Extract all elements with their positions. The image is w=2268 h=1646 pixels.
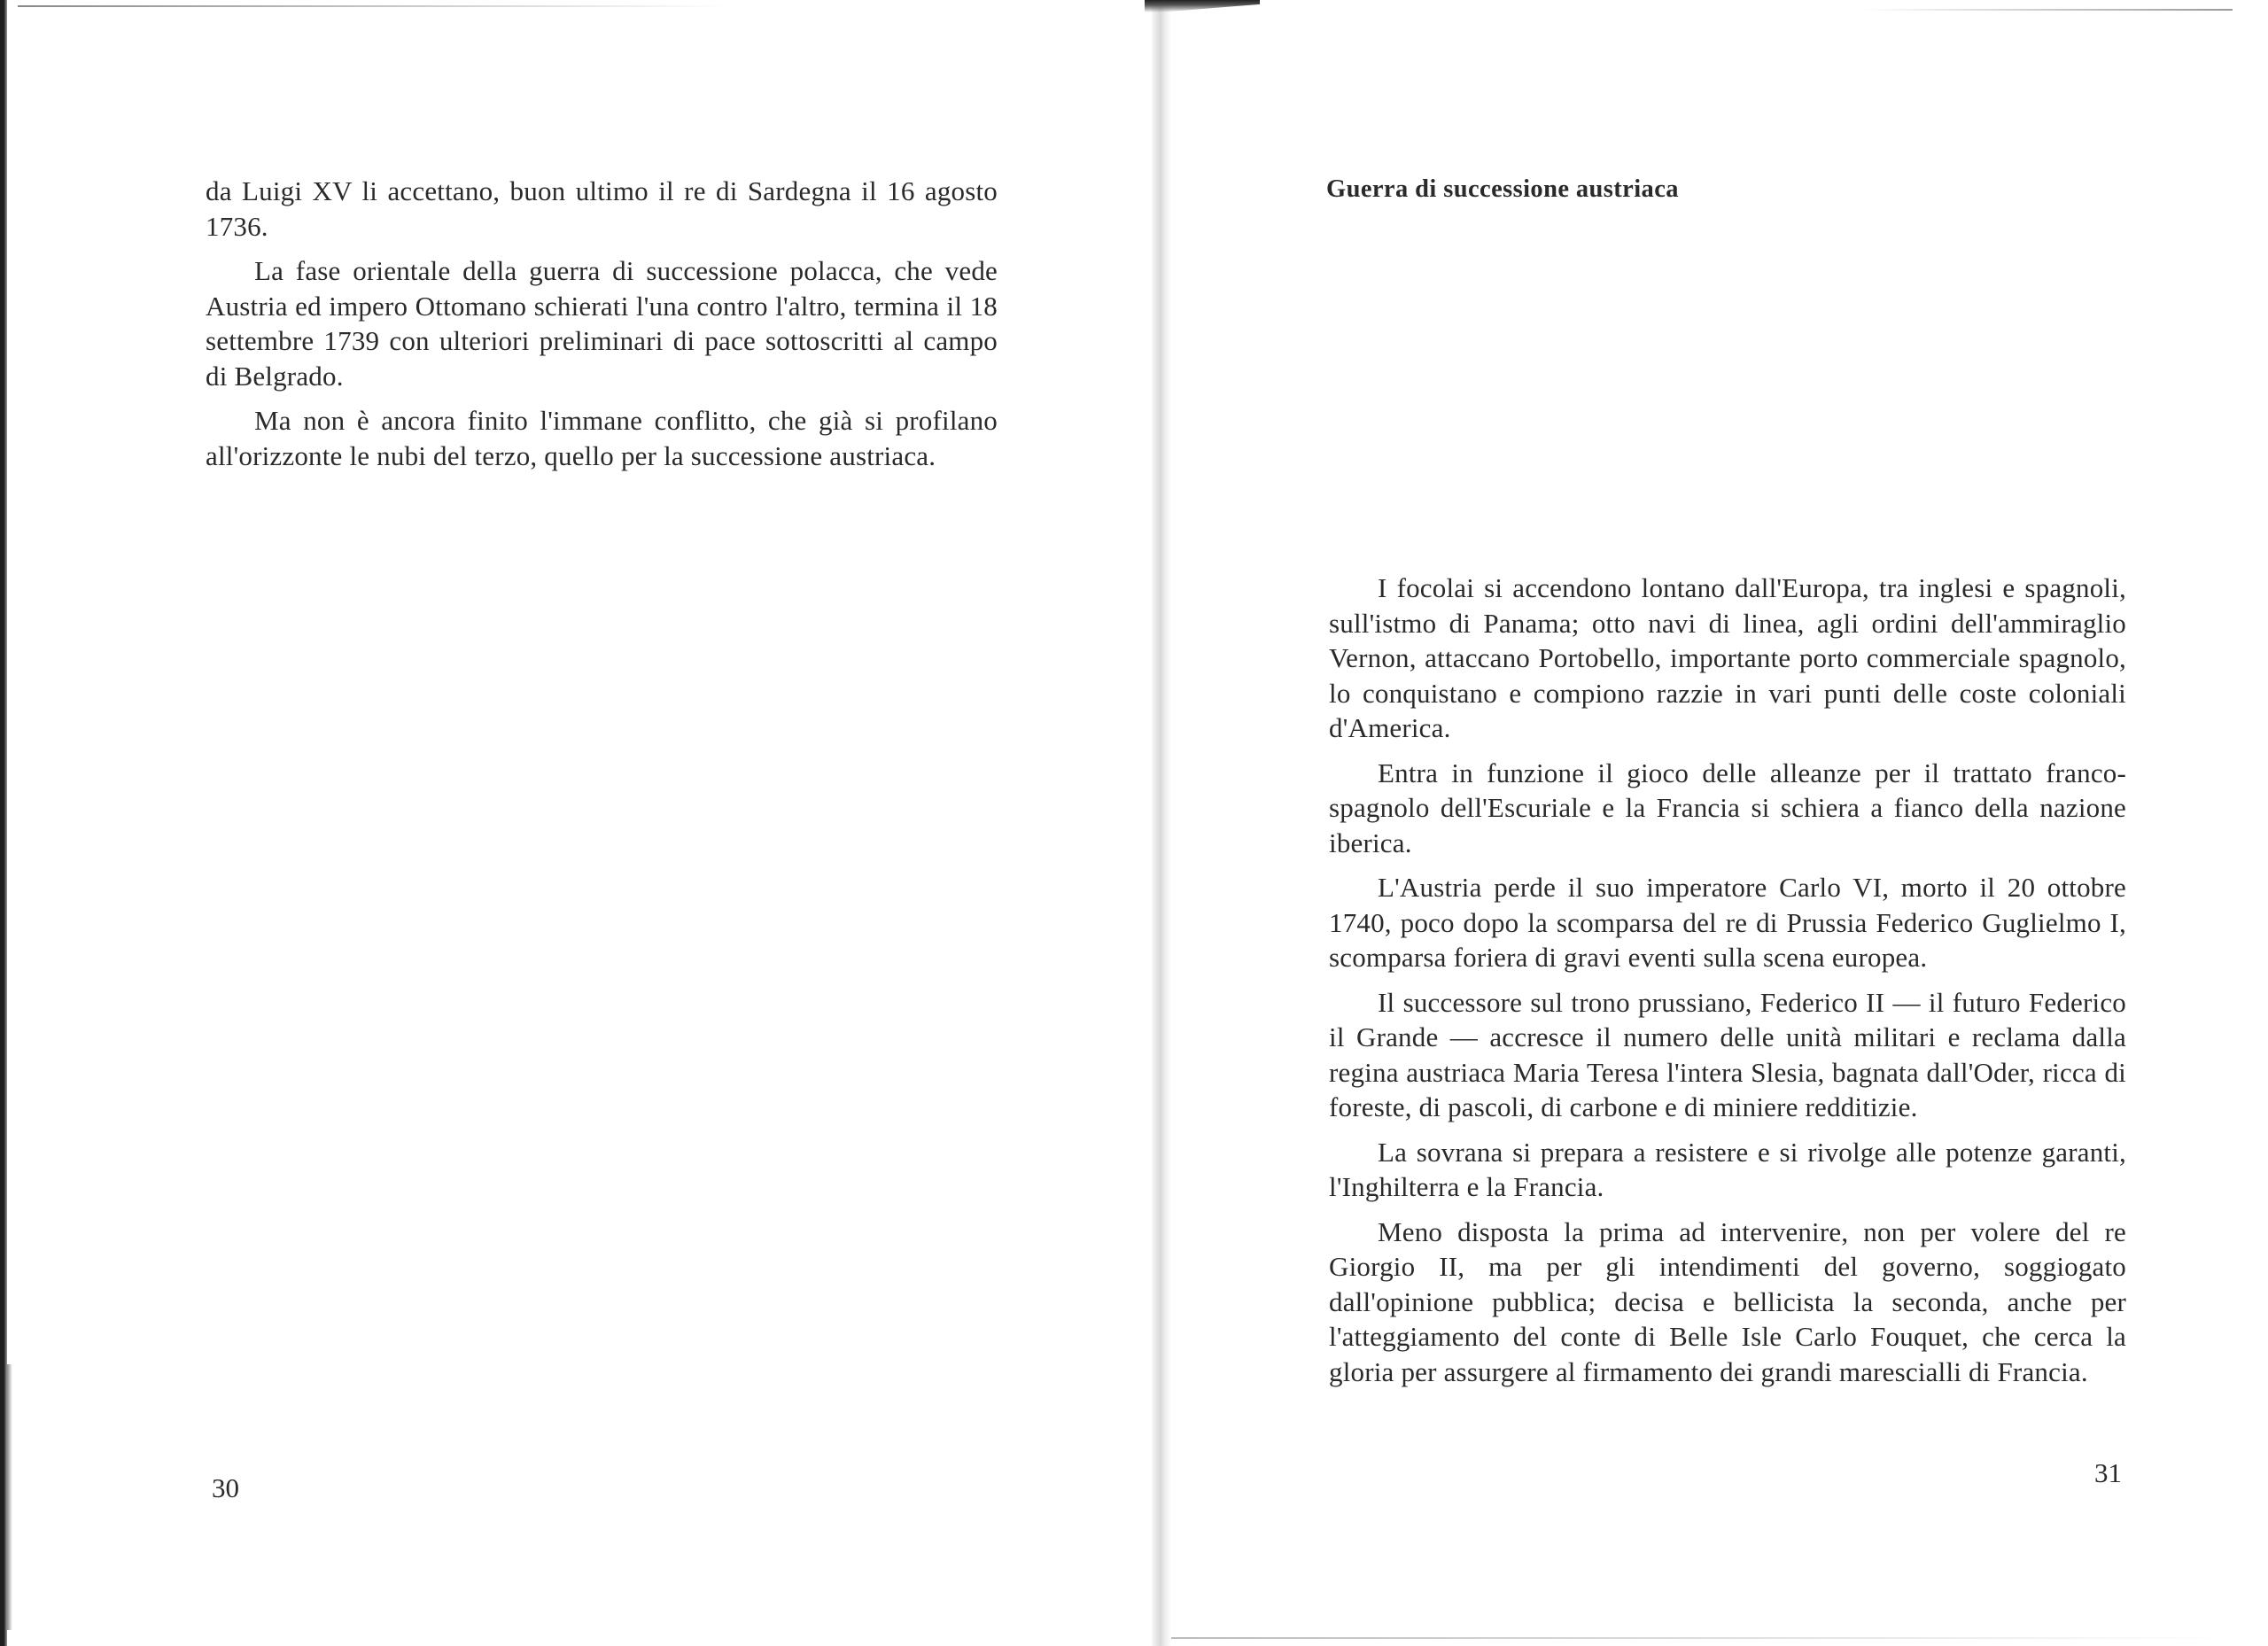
paragraph: Meno disposta la prima ad intervenire, non per volere del re Giorgio II, ma per gli intendimenti del governo, soggiogato dall'opinione pubblica; decisa e bellicista la seconda, anche per l'atteggiamento del conte di Belle Isle Carlo Fouquet, che cerca la gloria per assurgere al firmamento dei grandi marescialli di Francia. — [1329, 1215, 2126, 1387]
paragraph: Ma non è ancora finito l'immane conflitto, che già si profilano all'orizzonte le nubi del terzo, quello per la successione austriaca. — [206, 405, 998, 471]
page-edge-line — [1169, 1637, 2233, 1639]
page-edge-line — [18, 5, 726, 7]
paragraph: Entra in funzione il gioco delle alleanze per il trattato franco-spagnolo dell'Escuriale e la Francia si schiera a fianco della nazione iberica. — [1329, 757, 2126, 858]
page-number-right: 31 — [2094, 1457, 2122, 1488]
scan-edge-shadow — [0, 0, 7, 1646]
paragraph: La sovrana si prepara a resistere e si rivolge alle potenze garanti, l'Inghilterra e la Francia. — [1329, 1136, 2126, 1202]
left-page-text — [206, 174, 998, 483]
page-edge-line — [1860, 9, 2233, 11]
book-spine — [1152, 0, 1171, 1646]
scan-edge-shadow — [7, 1364, 12, 1630]
paragraph: L'Austria perde il suo imperatore Carlo VI, morto il 20 ottobre 1740, poco dopo la scomparsa del re di Prussia Federico Guglielmo I, scomparsa foriera di gravi eventi sulla scena europea. — [1329, 872, 2126, 973]
right-page-text — [1329, 571, 2126, 1399]
paragraph: I focolai si accendono lontano dall'Europa, tra inglesi e spagnoli, sull'istmo di Panama; otto navi di linea, agli ordini dell'ammiraglio Vernon, attaccano Portobello, importante porto commerciale spagnolo, lo conquistano e compiono razzie in vari punti delle coste coloniali d'America. — [1329, 572, 2126, 743]
page-number-left: 30 — [212, 1472, 239, 1503]
paragraph: da Luigi XV li accettano, buon ultimo il re di Sardegna il 16 agosto 1736. — [206, 175, 998, 242]
paragraph: La fase orientale della guerra di successione polacca, che vede Austria ed impero Ottomano schierati l'una contro l'altro, termina il 18 settembre 1739 con ulteriori preliminari di pace sottoscritti al campo di Belgrado. — [206, 255, 998, 392]
paragraph: Il successore sul trono prussiano, Federico II — il futuro Federico il Grande — accresce il numero delle unità militari e reclama dalla regina austriaca Maria Teresa l'intera Slesia, bagnata dall'Oder, ricca di foreste, di pascoli, di carbone e di miniere redditizie. — [1329, 986, 2126, 1122]
chapter-heading: Guerra di successione austriaca — [1326, 175, 1679, 203]
